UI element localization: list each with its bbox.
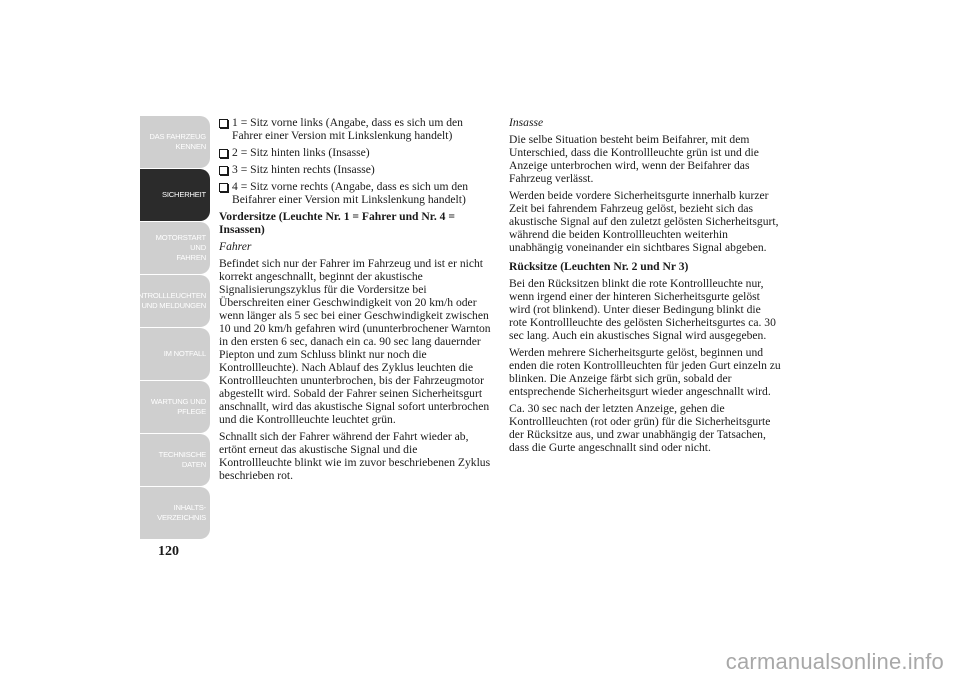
- checkbox-bullet-icon: [219, 166, 228, 175]
- paragraph: Werden mehrere Sicherheitsgurte gelöst, beginnen und enden die roten Kontrollleuchten für jeden Gurt einzeln zu blinken. Die Anzeige färbt sich grün, sobald der entsprechende Sicherheitsgurt wieder angeschnallt wird.: [509, 346, 781, 398]
- tab-im-notfall[interactable]: IM NOTFALL: [140, 328, 210, 380]
- tab-das-fahrzeug-kennen[interactable]: DAS FAHRZEUG KENNEN: [140, 116, 210, 168]
- tab-kontrollleuchten-und-meldungen[interactable]: KONTROLLLEUCHTEN UND MELDUNGEN: [140, 275, 210, 327]
- list-item: 4 = Sitz vorne rechts (Angabe, dass es sich um den Beifahrer einer Version mit Linkslenkung handelt): [219, 180, 491, 206]
- section-heading-ruecksitze: Rücksitze (Leuchten Nr. 2 und Nr 3): [509, 260, 689, 273]
- list-item: 3 = Sitz hinten rechts (Insasse): [219, 163, 491, 176]
- paragraph: Schnallt sich der Fahrer während der Fahrt wieder ab, ertönt erneut das akustische Signal und die Kontrollleuchte blinkt wie im zuvor beschriebenen Zyklus beschrieben rot.: [219, 430, 491, 482]
- list-item: 2 = Sitz hinten links (Insasse): [219, 146, 491, 159]
- paragraph: Werden beide vordere Sicherheitsgurte innerhalb kurzer Zeit bei fahrendem Fahrzeug gelöst, bezieht sich das akustische Signal auf den zuletzt gelösten Sicherheitsgurt, während die beiden Kontrollleuchten weiterhin unabhängig voneinander ein sichtbares Signal abgeben.: [509, 189, 779, 254]
- checkbox-bullet-icon: [219, 119, 228, 128]
- tab-wartung-und-pflege[interactable]: WARTUNG UND PFLEGE: [140, 381, 210, 433]
- watermark: carmanualsonline.info: [725, 649, 944, 674]
- tab-inhaltsverzeichnis[interactable]: INHALTS- VERZEICHNIS: [140, 487, 210, 539]
- tab-technische-daten[interactable]: TECHNISCHE DATEN: [140, 434, 210, 486]
- tab-sicherheit[interactable]: SICHERHEIT: [140, 169, 210, 221]
- page-number: 120: [158, 544, 179, 559]
- checkbox-bullet-icon: [219, 183, 228, 192]
- left-column: [219, 116, 491, 486]
- tab-motorstart-und-fahren[interactable]: MOTORSTART UND FAHREN: [140, 222, 210, 274]
- section-heading-vordersitze: Vordersitze (Leuchte Nr. 1 = Fahrer und Nr. 4 = Insassen): [219, 210, 455, 236]
- subheading-fahrer: Fahrer: [219, 240, 252, 253]
- paragraph: Die selbe Situation besteht beim Beifahrer, mit dem Unterschied, dass die Kontrollleuchte grün ist und die Anzeige unterbrochen wird, wenn der Beifahrer das Fahrzeug verlässt.: [509, 133, 759, 185]
- paragraph: Befindet sich nur der Fahrer im Fahrzeug und ist er nicht korrekt angeschnallt, beginnt der akustische Signalisierungszyklus für die Vordersitze bei Überschreiten einer Geschwindigkeit von 20 km/h oder wenn länger als 5 sec bei einer Geschwindigkeit zwischen 10 und 20 km/h gefahren wird (ununterbrochener Warnton in den ersten 6 sec, danach ein ca. 90 sec lang dauernder Piepton und zum Schluss blinkt nur noch die Kontrollleuchte). Nach Ablauf des Zyklus leuchten die Kontrollleuchten ununterbrochen, bis der Fahrzeugmotor abgestellt wird. Sobald der Fahrer seinen Sicherheitsgurt anschnallt, wird das akustische Signal sofort unterbrochen und die Kontrollleuchte leuchtet grün.: [219, 257, 491, 426]
- paragraph: Bei den Rücksitzen blinkt die rote Kontrollleuchte nur, wenn irgend einer der hinteren Sicherheitsgurte gelöst wird (rot blinkend). Unter dieser Bedingung blinkt die rote Kontrollleuchte des gelösten Sicherheitsgurtes ca. 30 sec lang. Auch ein akustisches Signal wird ausgegeben.: [509, 277, 776, 342]
- checkbox-bullet-icon: [219, 149, 228, 158]
- list-item: 1 = Sitz vorne links (Angabe, dass es sich um den Fahrer einer Version mit Linkslenkung handelt): [219, 116, 491, 142]
- paragraph: Ca. 30 sec nach der letzten Anzeige, gehen die Kontrollleuchten (rot oder grün) für die Sicherheitsgurte der Rücksitze aus, und zwar unabhängig der Tatsachen, dass die Gurte angeschnallt sind oder nicht.: [509, 402, 771, 454]
- section-tabs: [127, 116, 210, 540]
- right-column: [509, 116, 781, 458]
- subheading-insasse: Insasse: [509, 116, 544, 129]
